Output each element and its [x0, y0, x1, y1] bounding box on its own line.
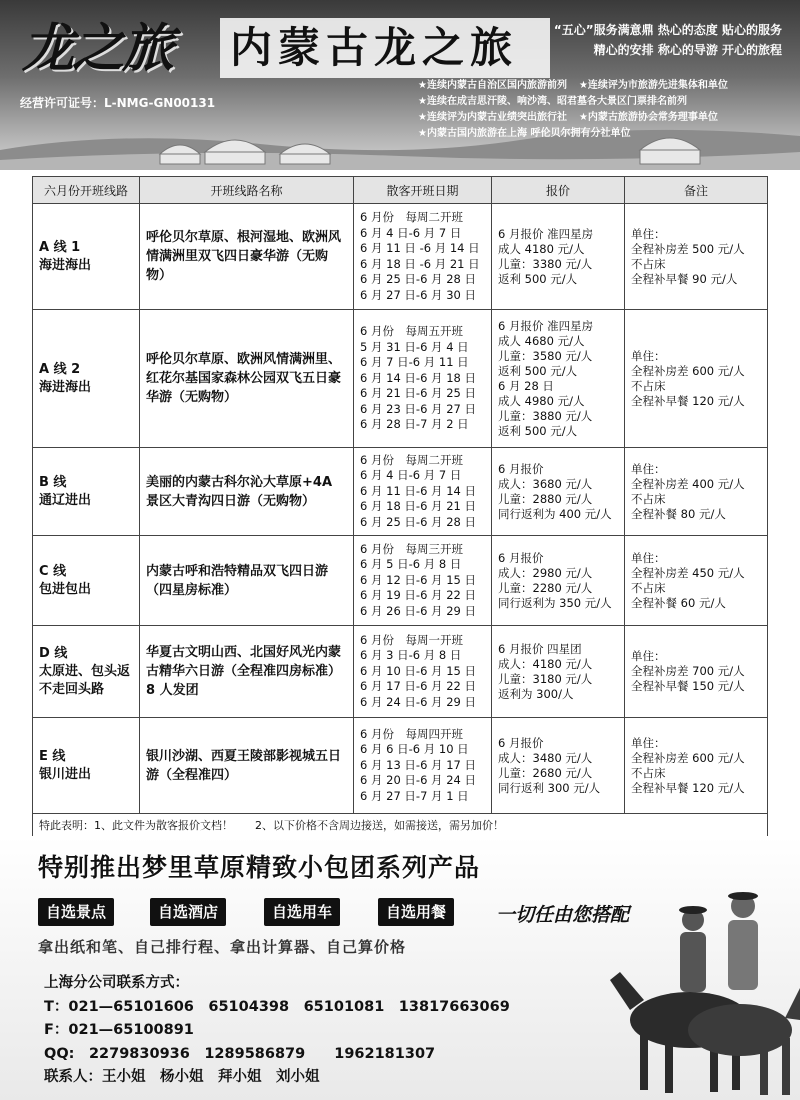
price-line: 儿童：2680 元/人: [498, 765, 593, 780]
contact-heading: 上海分公司联系方式：: [44, 975, 189, 991]
route-dates-cell: [354, 718, 492, 814]
route-price-table: [32, 176, 768, 837]
price-line: 成人 4180 元/人: [498, 241, 585, 256]
route-price-cell: [492, 310, 625, 448]
dates-line: 6 月 11 日-6 月 14 日: [360, 483, 476, 498]
price-line: 成人：4180 元/人: [498, 656, 593, 671]
route-price-cell: [492, 718, 625, 814]
line-line: A 线 2: [39, 361, 81, 377]
promo-section: [0, 836, 800, 1100]
dates-line: 6 月 7 日-6 月 11 日: [360, 355, 469, 370]
dates-line: 6 月 12 日-6 月 15 日: [360, 572, 476, 587]
route-note-cell: [625, 718, 768, 814]
note-line: 单住：: [631, 461, 666, 476]
line-line: D 线: [39, 645, 68, 661]
line-line: 包进包出: [39, 581, 92, 597]
dates-line: 6 月 21 日-6 月 25 日: [360, 386, 476, 401]
contact-people: 联系人：王小姐 杨小姐 拜小姐 刘小姐: [44, 1069, 320, 1085]
honor-item: ★内蒙古旅游协会常务理事单位: [578, 112, 718, 123]
price-line: 返利 500 元/人: [498, 271, 578, 286]
table-header-row: [33, 177, 768, 204]
price-line: 6 月报价: [498, 550, 544, 565]
dates-line: 6 月 23 日-6 月 27 日: [360, 401, 476, 416]
route-note-cell: [625, 448, 768, 536]
line-line: 太原进、包头返: [39, 663, 131, 679]
dates-line: 6 月 11 日 -6 月 14 日: [360, 241, 480, 255]
honor-item: ★连续内蒙古自治区国内旅游前列: [418, 80, 567, 91]
contact-fax: F：021—65100891: [44, 1022, 194, 1038]
route-dates-cell: [354, 536, 492, 626]
price-line: 6 月报价 四星团: [498, 641, 582, 656]
line-line: 不走回头路: [39, 681, 105, 697]
price-line: 6 月报价 准四星房: [498, 226, 594, 241]
service-slogan: [552, 20, 782, 60]
note-line: 全程补早餐 120 元/人: [631, 780, 745, 795]
slogan-line: 精心的安排 称心的导游 开心的旅程: [593, 43, 782, 57]
header-banner: [0, 0, 800, 170]
note-line: 全程补早餐 120 元/人: [631, 393, 745, 408]
note-line: 全程补房差 600 元/人: [631, 750, 745, 765]
route-price-cell: [492, 204, 625, 310]
honor-row: [418, 78, 798, 94]
line-line: 海进海出: [39, 379, 92, 395]
price-line: 成人：3480 元/人: [498, 750, 593, 765]
promo-title: 特别推出梦里草原精致小包团系列产品: [38, 853, 481, 882]
route-name-cell: 呼伦贝尔草原、欧洲风情满洲里、红花尔基国家森林公园双飞五日豪华游（无购物）: [140, 310, 354, 448]
note-line: 单住：: [631, 649, 666, 663]
note-line: 不占床: [631, 491, 666, 506]
note-line: 不占床: [631, 765, 666, 780]
notice-row: [33, 814, 768, 837]
route-name-cell: 华夏古文明山西、北国好风光内蒙古精华六日游（全程准四房标准） 8 人发团: [140, 626, 354, 718]
line-line: B 线: [39, 474, 67, 490]
route-name-cell: 呼伦贝尔草原、根河湿地、欧洲风情满洲里双飞四日豪华游（无购物）: [140, 204, 354, 310]
route-dates-cell: [354, 310, 492, 448]
contact-block: [44, 972, 604, 1090]
dates-line: 6 月份 每周二开班: [360, 210, 463, 224]
route-price-cell: [492, 626, 625, 718]
route-dates-cell: [354, 626, 492, 718]
honor-row: [418, 126, 798, 142]
price-line: 成人 4680 元/人: [498, 333, 585, 348]
price-line: 儿童：3580 元/人: [498, 348, 593, 363]
price-line: 成人 4980 元/人: [498, 393, 585, 408]
line-line: 银川进出: [39, 766, 92, 782]
dates-line: 6 月 25 日-6 月 28 日: [360, 514, 476, 529]
page-title: 内蒙古龙之旅: [220, 18, 550, 78]
dates-line: 6 月 28 日-7 月 2 日: [360, 417, 469, 432]
dates-line: 6 月 3 日-6 月 8 日: [360, 648, 462, 663]
dates-line: 6 月份 每周二开班: [360, 452, 463, 467]
column-header-note: 备注: [625, 177, 768, 204]
option-badge-hotel: 自选酒店: [150, 898, 226, 926]
dates-line: 6 月 10 日-6 月 15 日: [360, 663, 476, 678]
dates-line: 6 月 24 日-6 月 29 日: [360, 694, 476, 709]
price-line: 儿童：3380 元/人: [498, 256, 593, 271]
price-line: 6 月报价 准四星房: [498, 318, 594, 333]
note-line: 全程补早餐 90 元/人: [631, 271, 738, 286]
note-line: 不占床: [631, 378, 666, 393]
line-line: 海进海出: [39, 257, 92, 273]
dates-line: 6 月 18 日 -6 月 21 日: [360, 256, 480, 271]
dates-line: 6 月 19 日-6 月 22 日: [360, 588, 476, 603]
dates-line: 5 月 31 日-6 月 4 日: [360, 339, 469, 354]
line-line: E 线: [39, 748, 66, 764]
price-line: 6 月 28 日: [498, 378, 554, 393]
dates-line: 6 月 27 日-7 月 1 日: [360, 788, 469, 803]
dates-line: 6 月 26 日-6 月 29 日: [360, 603, 476, 618]
dates-line: 6 月 5 日-6 月 8 日: [360, 557, 462, 572]
honor-item: ★连续评为市旅游先进集体和单位: [578, 80, 728, 91]
note-line: 全程补房差 450 元/人: [631, 565, 745, 580]
honor-row: [418, 110, 798, 126]
dates-line: 6 月份 每周一开班: [360, 632, 463, 647]
promo-slogan: 拿出纸和笔、自己排行程、拿出计算器、自己算价格: [38, 938, 407, 956]
price-line: 返利为 300/人: [498, 686, 574, 701]
table-row: [33, 626, 768, 718]
note-line: 全程补房差 400 元/人: [631, 476, 745, 491]
note-line: 单住：: [631, 226, 666, 241]
column-header-dates: 散客开班日期: [354, 177, 492, 204]
route-price-cell: [492, 448, 625, 536]
price-line: 成人：3680 元/人: [498, 476, 593, 491]
license-number: 经营许可证号：L-NMG-GN00131: [20, 96, 216, 110]
column-header-name: 开班线路名称: [140, 177, 354, 204]
notice-text: 特此表明：1、此文件为散客报价文档！ 2、以下价格不含周边接送，如需接送，需另加价！: [33, 814, 768, 837]
route-dates-cell: [354, 204, 492, 310]
note-line: 全程补餐 60 元/人: [631, 595, 726, 610]
dates-line: 6 月 14 日-6 月 18 日: [360, 370, 476, 385]
table-row: [33, 448, 768, 536]
note-line: 全程补早餐 150 元/人: [631, 679, 745, 693]
price-line: 6 月报价: [498, 735, 544, 750]
option-badge-meal: 自选用餐: [378, 898, 454, 926]
note-line: 单住：: [631, 735, 666, 750]
note-line: 全程补房差 600 元/人: [631, 363, 745, 378]
note-line: 单住：: [631, 550, 666, 565]
line-line: A 线 1: [39, 239, 81, 255]
dates-line: 6 月份 每周五开班: [360, 324, 463, 339]
column-header-line: 六月份开班线路: [33, 177, 140, 204]
route-note-cell: [625, 626, 768, 718]
line-line: 通辽进出: [39, 492, 92, 508]
route-name-cell: 银川沙湖、西夏王陵部影视城五日游（全程准四）: [140, 718, 354, 814]
dates-line: 6 月 27 日-6 月 30 日: [360, 287, 476, 302]
dates-line: 6 月 25 日-6 月 28 日: [360, 272, 476, 286]
route-line-cell: [33, 536, 140, 626]
price-line: 儿童：2280 元/人: [498, 580, 593, 595]
honor-item: ★内蒙古国内旅游在上海 呼伦贝尔拥有分社单位: [418, 128, 631, 139]
promo-tagline: 一切任由您搭配: [496, 904, 630, 926]
dates-line: 6 月份 每周四开班: [360, 726, 463, 741]
horse-riders-photo: [610, 860, 800, 1100]
price-line: 同行返利为 350 元/人: [498, 595, 612, 610]
route-price-cell: [492, 536, 625, 626]
route-line-cell: [33, 204, 140, 310]
honor-row: [418, 94, 798, 110]
price-line: 6 月报价: [498, 461, 544, 476]
option-badge-sights: 自选景点: [38, 898, 114, 926]
option-badge-car: 自选用车: [264, 898, 340, 926]
table-row: [33, 536, 768, 626]
honors-list: [418, 78, 798, 142]
note-line: 全程补餐 80 元/人: [631, 506, 726, 521]
note-line: 不占床: [631, 580, 666, 595]
note-line: 单住：: [631, 348, 666, 363]
route-note-cell: [625, 310, 768, 448]
line-line: C 线: [39, 563, 67, 579]
contact-qq: QQ: 2279830936 1289586879 1962181307: [44, 1045, 436, 1062]
route-name-cell: 美丽的内蒙古科尔沁大草原+4A 景区大青沟四日游（无购物）: [140, 448, 354, 536]
dates-line: 6 月 13 日-6 月 17 日: [360, 757, 476, 772]
price-line: 同行返利 300 元/人: [498, 780, 601, 795]
route-dates-cell: [354, 448, 492, 536]
contact-phone: T：021—65101606 65104398 65101081 13817663069: [44, 998, 510, 1015]
price-line: 儿童：3180 元/人: [498, 671, 593, 686]
route-line-cell: [33, 448, 140, 536]
price-line: 返利 500 元/人: [498, 363, 578, 378]
note-line: 全程补房差 500 元/人: [631, 241, 745, 256]
note-line: 全程补房差 700 元/人: [631, 664, 745, 678]
dates-line: 6 月 6 日-6 月 10 日: [360, 742, 469, 757]
route-note-cell: [625, 204, 768, 310]
price-line: 儿童：3880 元/人: [498, 408, 593, 423]
option-badges: [38, 898, 518, 928]
note-line: 不占床: [631, 256, 666, 271]
table-row: [33, 310, 768, 448]
brand-logo: 龙之旅: [22, 18, 173, 79]
price-line: 儿童：2880 元/人: [498, 491, 593, 506]
slogan-line: “五心”服务满意鼎 热心的态度 贴心的服务: [553, 23, 782, 37]
price-line: 返利 500 元/人: [498, 423, 578, 438]
route-line-cell: [33, 718, 140, 814]
table-row: [33, 204, 768, 310]
honor-item: ★连续在成吉思汗陵、响沙湾、昭君墓各大景区门票排名前列: [418, 96, 687, 107]
dates-line: 6 月 17 日-6 月 22 日: [360, 679, 476, 694]
price-line: 成人：2980 元/人: [498, 565, 593, 580]
column-header-price: 报价: [492, 177, 625, 204]
route-line-cell: [33, 310, 140, 448]
price-line: 同行返利为 400 元/人: [498, 506, 612, 521]
route-name-cell: 内蒙古呼和浩特精品双飞四日游（四星房标准）: [140, 536, 354, 626]
dates-line: 6 月 4 日-6 月 7 日: [360, 468, 462, 483]
dates-line: 6 月 18 日-6 月 21 日: [360, 499, 476, 514]
dates-line: 6 月 4 日-6 月 7 日: [360, 225, 462, 240]
dates-line: 6 月 20 日-6 月 24 日: [360, 773, 476, 788]
table-row: [33, 718, 768, 814]
route-note-cell: [625, 536, 768, 626]
route-line-cell: [33, 626, 140, 718]
dates-line: 6 月份 每周三开班: [360, 541, 463, 556]
honor-item: ★连续评为内蒙古业绩突出旅行社: [418, 112, 567, 123]
